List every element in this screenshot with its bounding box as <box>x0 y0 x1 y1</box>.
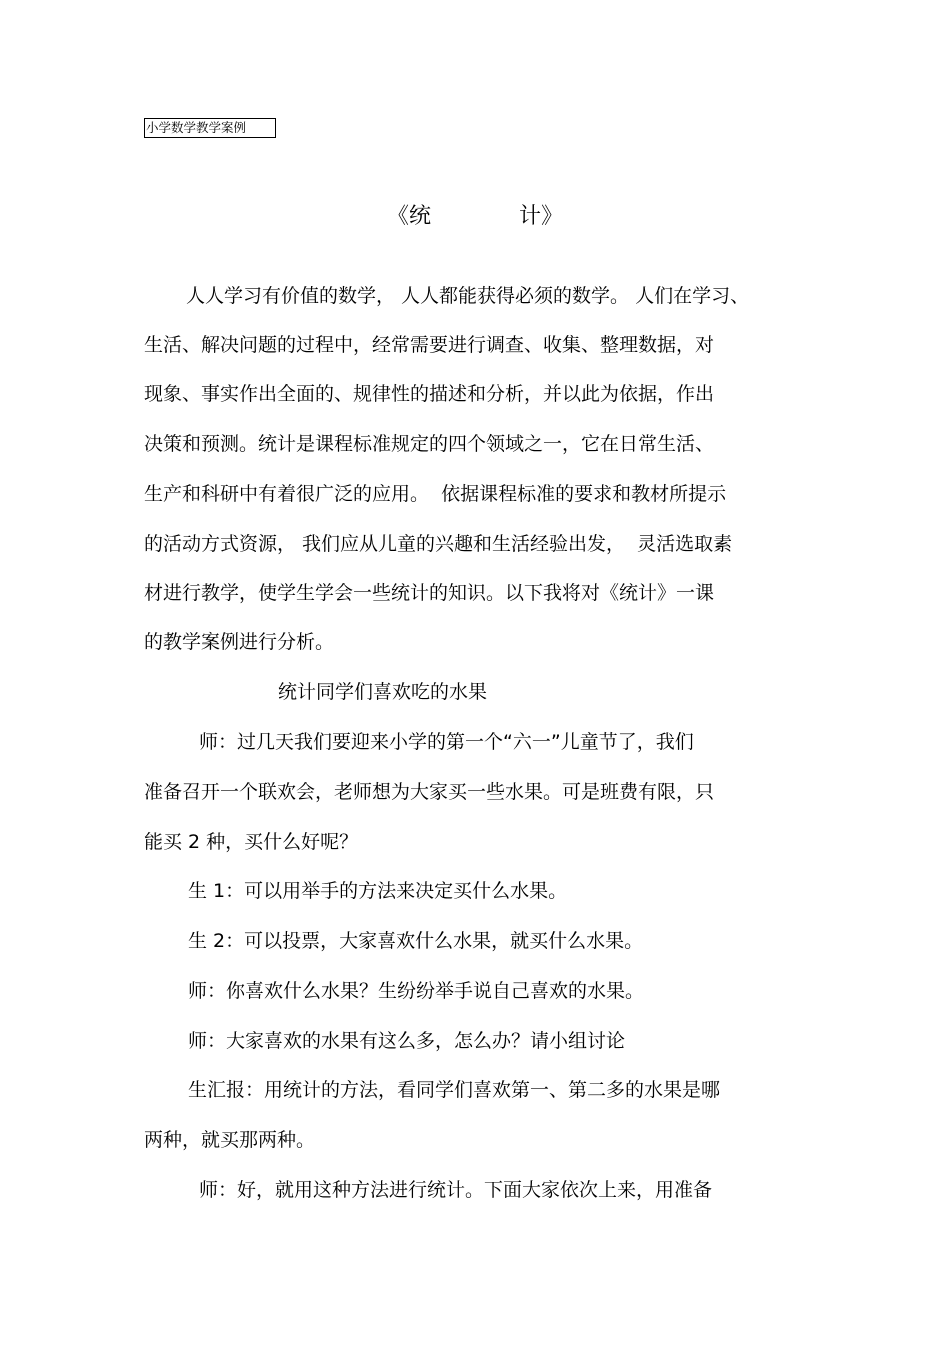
dialogue-line: 师：你喜欢什么水果？生纷纷举手说自己喜欢的水果。 <box>188 980 645 1002</box>
dialogue-line: 两种，就买那两种。 <box>144 1129 316 1151</box>
dialogue-line: 生 1：可以用举手的方法来决定买什么水果。 <box>188 880 568 902</box>
dialogue-line: 能买 2 种，买什么好呢？ <box>144 831 359 853</box>
dialogue-line: 师：过几天我们要迎来小学的第一个“六一”儿童节了，我们 <box>199 731 694 753</box>
text-line: 生活、解决问题的过程中，经常需要进行调查、收集、整理数据，对 <box>144 334 715 356</box>
text-line: 现象、事实作出全面的、规律性的描述和分析，并以此为依据，作出 <box>144 383 715 405</box>
text-line: 的活动方式资源， 我们应从儿童的兴趣和生活经验出发， 灵活选取素 <box>144 533 733 555</box>
dialogue-line: 准备召开一个联欢会，老师想为大家买一些水果。可是班费有限，只 <box>144 781 715 803</box>
dialogue-line: 师：大家喜欢的水果有这么多，怎么办？请小组讨论 <box>188 1030 626 1052</box>
document-header-label: 小学数学教学案例 <box>144 118 276 138</box>
document-title: 《统 计》 <box>386 204 563 229</box>
dialogue-line: 生汇报：用统计的方法，看同学们喜欢第一、第二多的水果是哪 <box>188 1079 721 1101</box>
text-line: 生产和科研中有着很广泛的应用。 依据课程标准的要求和教材所提示 <box>144 483 727 505</box>
text-line: 的教学案例进行分析。 <box>144 631 335 653</box>
section-heading: 统计同学们喜欢吃的水果 <box>278 681 488 703</box>
text-line: 人人学习有价值的数学， 人人都能获得必须的数学。 人们在学习、 <box>186 285 750 307</box>
text-line: 材进行教学，使学生学会一些统计的知识。以下我将对《统计》一课 <box>144 582 715 604</box>
dialogue-line: 师：好，就用这种方法进行统计。下面大家依次上来，用准备 <box>199 1179 713 1201</box>
text-line: 决策和预测。统计是课程标准规定的四个领域之一，它在日常生活、 <box>144 433 715 455</box>
dialogue-line: 生 2：可以投票，大家喜欢什么水果，就买什么水果。 <box>188 930 644 952</box>
